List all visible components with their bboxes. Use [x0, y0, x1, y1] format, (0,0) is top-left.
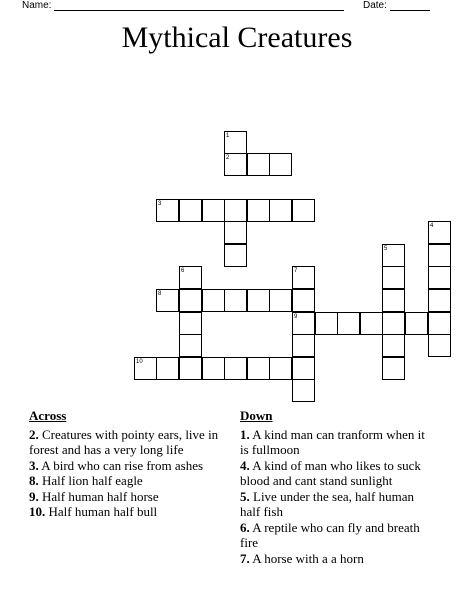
grid-cell[interactable]	[247, 199, 270, 222]
grid-cell[interactable]	[315, 312, 338, 335]
grid-cell[interactable]	[269, 153, 292, 176]
grid-cell[interactable]	[292, 334, 315, 357]
grid-cell[interactable]	[292, 357, 315, 380]
down-clues	[240, 408, 435, 566]
grid-cell[interactable]	[224, 199, 247, 222]
clue-number-label: 8	[158, 291, 162, 297]
name-label: Name:	[22, 0, 52, 11]
down-clue-7	[240, 551, 435, 567]
clue-number: 2.	[29, 426, 39, 442]
across-clue-3	[29, 458, 224, 474]
grid-cell[interactable]	[382, 266, 405, 289]
grid-cell[interactable]	[428, 244, 451, 267]
down-clue-1	[240, 427, 435, 458]
date-label: Date:	[363, 0, 387, 11]
grid-cell[interactable]	[292, 289, 315, 312]
clue-text: Creatures with pointy ears, live in forest and has a very long life	[29, 426, 219, 457]
grid-cell[interactable]	[224, 289, 247, 312]
grid-cell[interactable]	[337, 312, 360, 335]
across-clue-2	[29, 427, 224, 458]
clue-text: A reptile who can fly and breath fire	[240, 519, 420, 550]
grid-cell[interactable]	[179, 334, 202, 357]
grid-cell[interactable]	[179, 199, 202, 222]
grid-cell[interactable]	[382, 357, 405, 380]
clue-number: 4.	[240, 457, 250, 473]
down-clue-5	[240, 489, 435, 520]
grid-cell[interactable]	[428, 334, 451, 357]
page-title: Mythical Creatures	[121, 21, 353, 54]
grid-cell[interactable]	[405, 312, 428, 335]
clue-number-label: 7	[294, 268, 298, 274]
across-clue-8	[29, 473, 224, 489]
clue-text: Half lion half eagle	[42, 473, 143, 488]
clue-number-label: 5	[384, 246, 388, 252]
clue-number: 8.	[29, 473, 39, 488]
clue-text: A kind of man who likes to suck blood and cant stand sunlight	[240, 457, 421, 488]
clue-number-label: 2	[226, 155, 230, 161]
grid-cell[interactable]	[224, 221, 247, 244]
clue-text: Half human half horse	[42, 488, 159, 504]
clue-number: 9.	[29, 488, 39, 504]
clue-text: A bird who can rise from ashes	[41, 457, 204, 473]
across-clue-9	[29, 489, 224, 505]
clue-number-label: 10	[136, 359, 143, 365]
down-clue-4	[240, 458, 435, 489]
grid-cell[interactable]	[156, 357, 179, 380]
clue-number: 7.	[240, 550, 250, 566]
date-line	[390, 1, 430, 11]
grid-cell[interactable]	[247, 357, 270, 380]
across-heading: Across	[29, 408, 67, 423]
grid-cell[interactable]	[202, 199, 225, 222]
down-heading: Down	[240, 408, 273, 423]
grid-cell[interactable]	[179, 289, 202, 312]
grid-cell[interactable]	[269, 289, 292, 312]
grid-cell[interactable]	[428, 266, 451, 289]
clue-number-label: 9	[294, 314, 298, 320]
clue-number: 6.	[240, 519, 250, 535]
grid-cell[interactable]	[292, 199, 315, 222]
grid-cell[interactable]	[247, 153, 270, 176]
date-field[interactable]	[363, 0, 430, 11]
name-field[interactable]	[22, 0, 344, 11]
name-line	[54, 1, 344, 11]
clue-number-label: 3	[158, 201, 162, 207]
across-clues	[29, 408, 224, 520]
down-clue-6	[240, 520, 435, 551]
grid-cell[interactable]	[224, 357, 247, 380]
clue-number: 3.	[29, 457, 39, 473]
grid-cell[interactable]	[382, 289, 405, 312]
grid-cell[interactable]	[292, 379, 315, 402]
across-clue-10	[29, 504, 224, 520]
grid-cell[interactable]	[202, 289, 225, 312]
grid-cell[interactable]	[202, 357, 225, 380]
clue-number-label: 1	[226, 133, 230, 139]
grid-cell[interactable]	[247, 289, 270, 312]
grid-cell[interactable]	[224, 244, 247, 267]
grid-cell[interactable]	[269, 357, 292, 380]
grid-cell[interactable]	[269, 199, 292, 222]
clue-text: A kind man can tranform when it is fullmoon	[240, 426, 425, 457]
clue-text: Live under the sea, half human half fish	[240, 488, 414, 519]
clue-number: 1.	[240, 426, 250, 442]
clue-number: 5.	[240, 488, 250, 504]
clue-number: 10.	[29, 504, 46, 519]
grid-cell[interactable]	[360, 312, 383, 335]
grid-cell[interactable]	[179, 357, 202, 380]
grid-cell[interactable]	[382, 334, 405, 357]
clue-text: Half human half bull	[48, 504, 158, 519]
clue-number-label: 4	[430, 223, 434, 229]
grid-cell[interactable]	[428, 312, 451, 335]
grid-cell[interactable]	[382, 312, 405, 335]
grid-cell[interactable]	[428, 289, 451, 312]
clue-text: A horse with a a horn	[252, 550, 364, 566]
grid-cell[interactable]	[179, 312, 202, 335]
clue-number-label: 6	[181, 268, 185, 274]
